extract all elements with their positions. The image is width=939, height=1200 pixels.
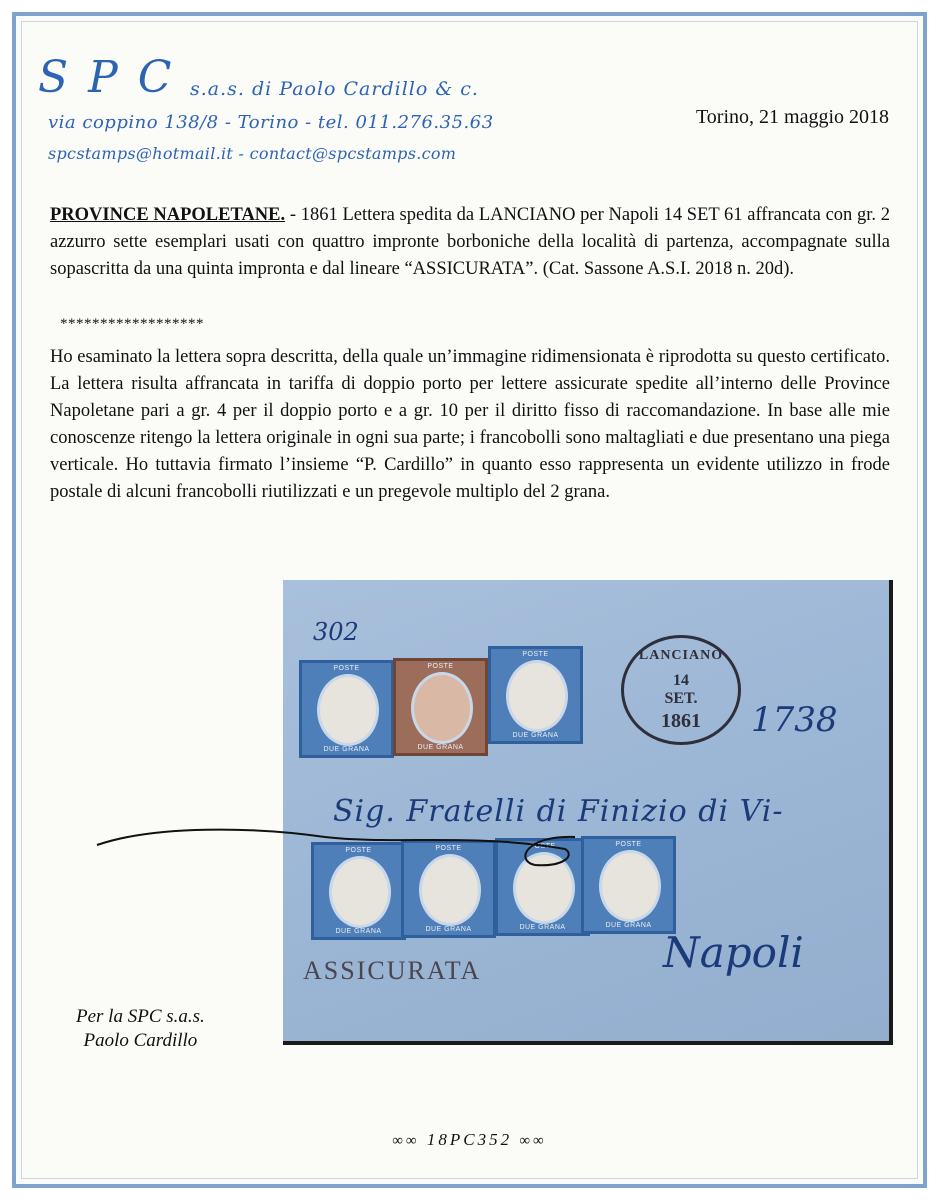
cancel-year: 1861 (661, 710, 701, 732)
annotation-1738: 1738 (751, 700, 838, 740)
cancel-month: SET. (664, 690, 698, 707)
stamp (581, 836, 676, 934)
certificate-date: Torino, 21 maggio 2018 (695, 106, 889, 128)
separator-stars: ****************** (60, 316, 204, 332)
stamp-top-label: POSTE (435, 845, 462, 852)
brand-subtitle: s.a.s. di Paolo Cardillo & c. (190, 78, 479, 100)
stamp-bottom-label: DUE GRANA (519, 924, 566, 931)
lanciano-cancel (621, 635, 741, 745)
stamp (488, 646, 583, 744)
stamp-top-label: POSTE (529, 843, 556, 850)
signature-flourish (95, 815, 595, 875)
expert-opinion: Ho esaminato la lettera sopra descritta, della quale un’immagine ridimensionata è riprodotta su questo certificato. La lettera risulta affrancata in tariffa di doppio porto per lettere assicurate spedite all’interno delle Province Napoletane pari a gr. 4 per il doppio porto e a gr. 10 per il diritto fisso di raccomandazione. In base alle mie conoscenze ritengo la lettera originale in ogni sua parte; i francobolli sono maltagliati e due presentano una piega verticale. Ho tuttavia firmato l’insieme “P. Cardillo” in quanto esso rappresenta un evidente utilizzo in frode postale di alcuni francobolli riutilizzati e un pregevole multiplo del 2 grana. (50, 347, 890, 502)
brand-logo: SPC (38, 52, 192, 103)
stamp-bottom-label: DUE GRANA (512, 732, 559, 739)
stamp-bottom-label: DUE GRANA (425, 926, 472, 933)
stamp-top-label: POSTE (345, 847, 372, 854)
cancel-town: LANCIANO (638, 648, 724, 663)
stamp-bottom-label: DUE GRANA (605, 922, 652, 929)
company-emails: spcstamps@hotmail.it - contact@spcstamps.com (48, 144, 457, 163)
cover-photo (283, 580, 893, 1045)
stamp (299, 660, 394, 758)
cover-letter (283, 580, 889, 1041)
certificate-number-line (0, 1130, 939, 1150)
stamp (393, 658, 488, 756)
ornament-left-icon: ∞∞ (392, 1133, 420, 1149)
stamp-top-label: POSTE (427, 663, 454, 670)
company-address: via coppino 138/8 - Torino - tel. 011.276.35.63 (48, 112, 494, 133)
stamp-top-label: POSTE (333, 665, 360, 672)
stamp-bottom-label: DUE GRANA (417, 744, 464, 751)
description-text: - 1861 Lettera spedita da LANCIANO per Napoli 14 SET 61 affrancata con gr. 2 azzurro sette esemplari usati con quattro impronte borboniche della località di partenza, accompagnate sulla sopascritta da una quinta impronta e dal lineare “ASSICURATA”. (Cat. Sassone A.S.I. 2018 n. 20d). (50, 205, 890, 279)
handwritten-destination: Napoli (663, 928, 804, 977)
signature-block (76, 1005, 205, 1053)
stamp-bottom-label: DUE GRANA (335, 928, 382, 935)
handwritten-addressee: Sig. Fratelli di Finizio di Vi- (333, 794, 784, 829)
assicurata-cancel: ASSICURATA (303, 956, 482, 985)
signature-company: Per la SPC s.a.s. (76, 1006, 205, 1027)
item-description (50, 202, 890, 283)
certificate-number: 18PC352 (426, 1130, 513, 1149)
description-lead: PROVINCE NAPOLETANE. (50, 205, 286, 225)
stamp-top-label: POSTE (522, 651, 549, 658)
stamp-bottom-label: DUE GRANA (323, 746, 370, 753)
stamp-top-label: POSTE (615, 841, 642, 848)
ornament-right-icon: ∞∞ (519, 1133, 547, 1149)
annotation-302: 302 (313, 618, 359, 646)
signature-name: Paolo Cardillo (83, 1030, 198, 1051)
cancel-day: 14 (673, 672, 689, 689)
